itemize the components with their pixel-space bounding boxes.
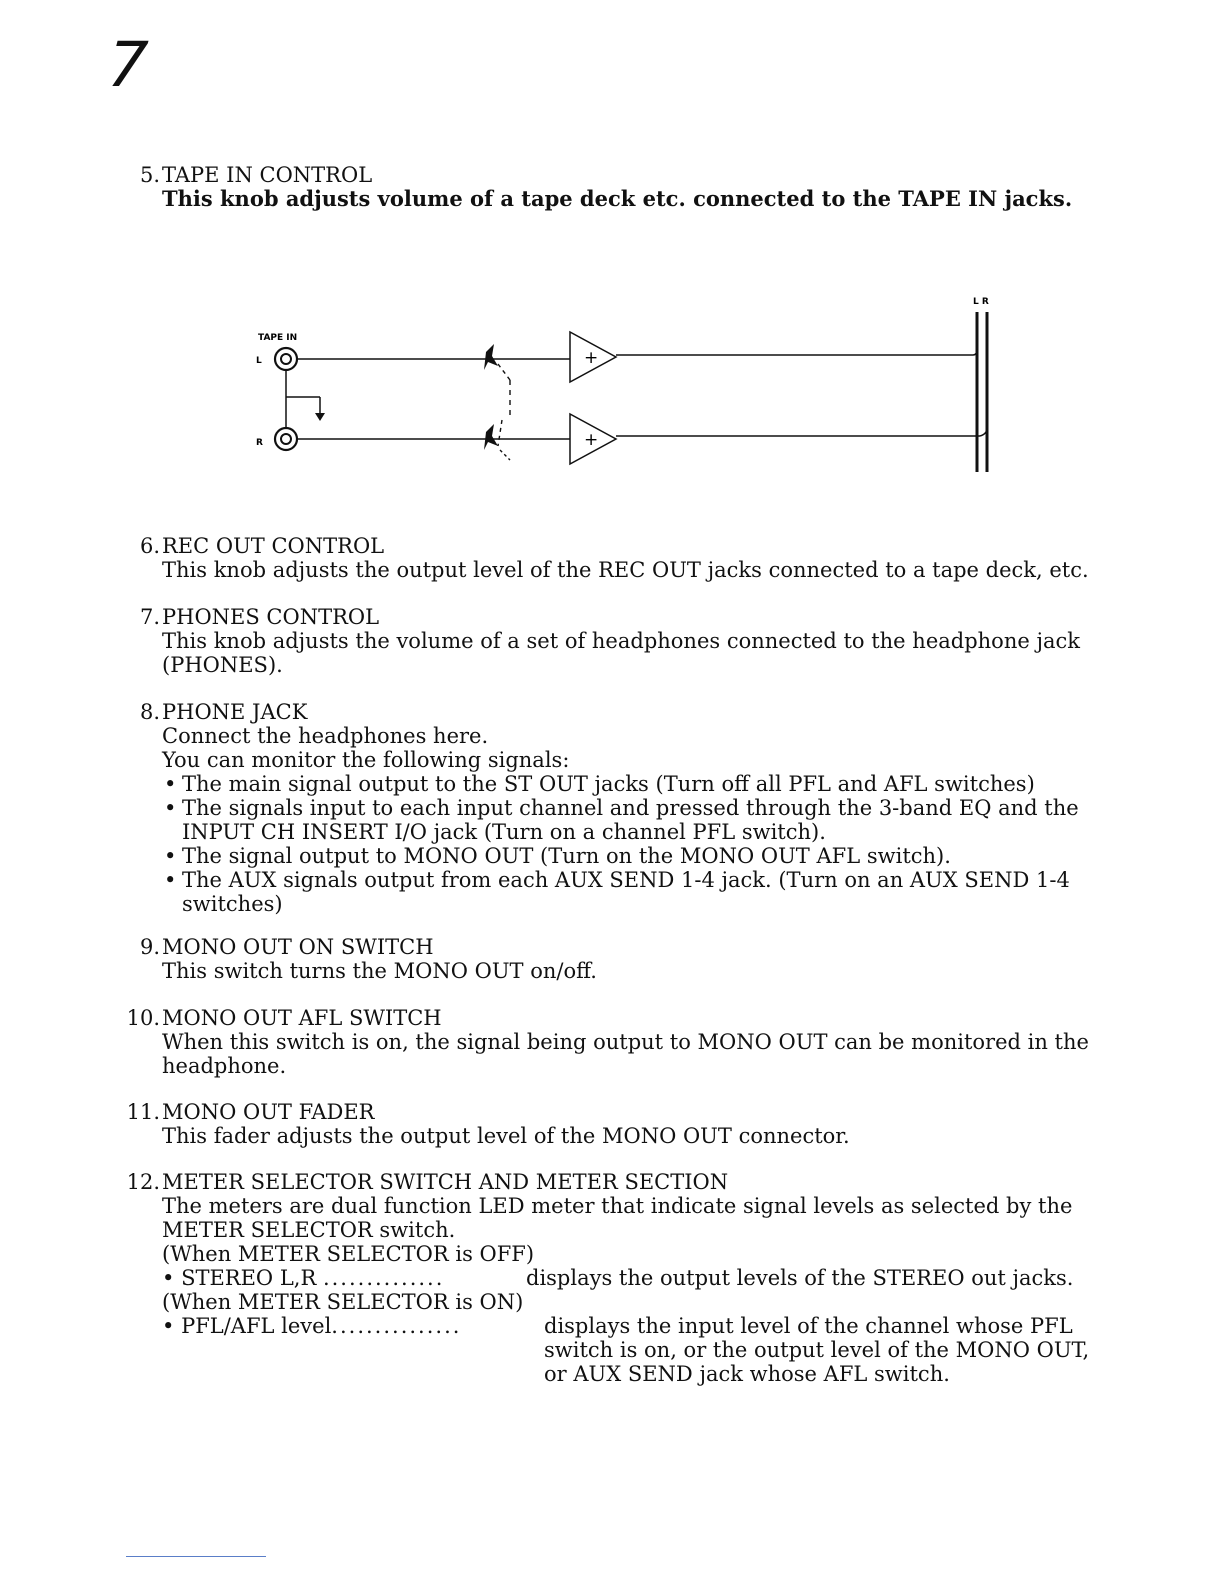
- jack-l-icon: [275, 348, 297, 370]
- jack-r-icon: [275, 428, 297, 450]
- section-number: 10.: [126, 1006, 160, 1030]
- section-tape-in-control: [116, 163, 1106, 211]
- section-title: MONO OUT ON SWITCH: [162, 935, 434, 959]
- svg-text:+: +: [584, 430, 599, 450]
- meter-on-desc: displays the input level of the channel whose PFL switch is on, or the output level of the MONO OUT, or AUX SEND jack whose AFL switch.: [544, 1314, 1090, 1386]
- section-title: REC OUT CONTROL: [162, 534, 385, 558]
- section-title: MONO OUT FADER: [162, 1100, 375, 1124]
- amp-r-icon: [570, 414, 616, 464]
- meter-off-label: STEREO L,R: [181, 1266, 317, 1290]
- section-number: 9.: [139, 935, 160, 959]
- svg-text:+: +: [584, 348, 599, 368]
- list-item: • The signals input to each input channel and pressed through the 3-band EQ and the INPUT CH INSERT I/O jack (Turn on a channel PFL switch).: [162, 796, 1106, 844]
- volume-knob-l-icon: [484, 344, 510, 420]
- meter-off-desc: displays the output levels of the STEREO out jacks.: [526, 1266, 1074, 1290]
- tape-in-label: TAPE IN: [258, 333, 298, 343]
- section-text: Connect the headphones here.: [162, 724, 489, 748]
- bottom-rule: [126, 1556, 266, 1557]
- amp-l-icon: [570, 332, 616, 382]
- section-title: TAPE IN CONTROL: [162, 163, 373, 187]
- section-meter-selector: [116, 1170, 1106, 1386]
- section-title: PHONES CONTROL: [162, 605, 380, 629]
- section-text: This knob adjusts the output level of the REC OUT jacks connected to a tape deck, etc.: [162, 558, 1089, 582]
- normal-switch-icon: [286, 370, 325, 428]
- section-rec-out-control: [116, 534, 1106, 582]
- section-mono-out-afl-switch: [116, 1006, 1106, 1078]
- section-number: 6.: [139, 534, 160, 558]
- section-text: This switch turns the MONO OUT on/off.: [162, 959, 597, 983]
- meter-off-row: • STEREO L,R .............. displays the output levels of the STEREO out jacks.: [162, 1266, 1106, 1290]
- section-number: 11.: [126, 1100, 160, 1124]
- section-title: PHONE JACK: [162, 700, 308, 724]
- section-title: METER SELECTOR SWITCH AND METER SECTION: [162, 1170, 729, 1194]
- bus-labels: L R: [973, 297, 989, 307]
- section-text: When this switch is on, the signal being output to MONO OUT can be monitored in the headphone.: [162, 1030, 1089, 1078]
- section-text: The meters are dual function LED meter that indicate signal levels as selected by the METER SELECTOR switch.: [162, 1194, 1073, 1242]
- section-number: 12.: [126, 1170, 160, 1194]
- jack-r-label: R: [256, 438, 263, 448]
- list-item: • The AUX signals output from each AUX SEND 1-4 jack. (Turn on an AUX SEND 1-4 switches): [162, 868, 1106, 916]
- section-text: This knob adjusts the volume of a set of headphones connected to the headphone jack (PHONES).: [162, 629, 1080, 677]
- tape-in-wiring-diagram: [240, 290, 1010, 480]
- jack-l-label: L: [256, 356, 262, 366]
- section-phone-jack: [116, 700, 1106, 916]
- section-number: 7.: [139, 605, 160, 629]
- meter-on-row: • PFL/AFL level............... displays the input level of the channel whose PFL switch is on, or the output level of the MONO OUT, or AUX SEND jack whose AFL switch.: [162, 1314, 1106, 1386]
- stereo-bus-icon: [973, 312, 987, 472]
- list-item: • The signal output to MONO OUT (Turn on the MONO OUT AFL switch).: [162, 844, 1106, 868]
- meter-on-label: PFL/AFL level: [181, 1314, 332, 1338]
- section-text: You can monitor the following signals:: [162, 748, 570, 772]
- section-phones-control: [116, 605, 1106, 677]
- monitor-signal-list: [162, 772, 1106, 916]
- section-title: MONO OUT AFL SWITCH: [162, 1006, 442, 1030]
- section-text: This knob adjusts volume of a tape deck etc. connected to the TAPE IN jacks.: [162, 186, 1073, 211]
- section-mono-out-fader: [116, 1100, 1106, 1148]
- section-mono-out-on-switch: [116, 935, 1106, 983]
- leader-dots: ..............: [322, 1266, 445, 1290]
- volume-knob-r-icon: [484, 420, 510, 460]
- section-number: 8.: [139, 700, 160, 724]
- section-number: 5.: [139, 163, 160, 187]
- list-item: • The main signal output to the ST OUT jacks (Turn off all PFL and AFL switches): [162, 772, 1106, 796]
- meter-on-heading: (When METER SELECTOR is ON): [162, 1290, 524, 1314]
- leader-dots: ...............: [331, 1314, 462, 1338]
- section-text: This fader adjusts the output level of the MONO OUT connector.: [162, 1124, 850, 1148]
- meter-off-heading: (When METER SELECTOR is OFF): [162, 1242, 535, 1266]
- page-number: 7: [105, 28, 151, 101]
